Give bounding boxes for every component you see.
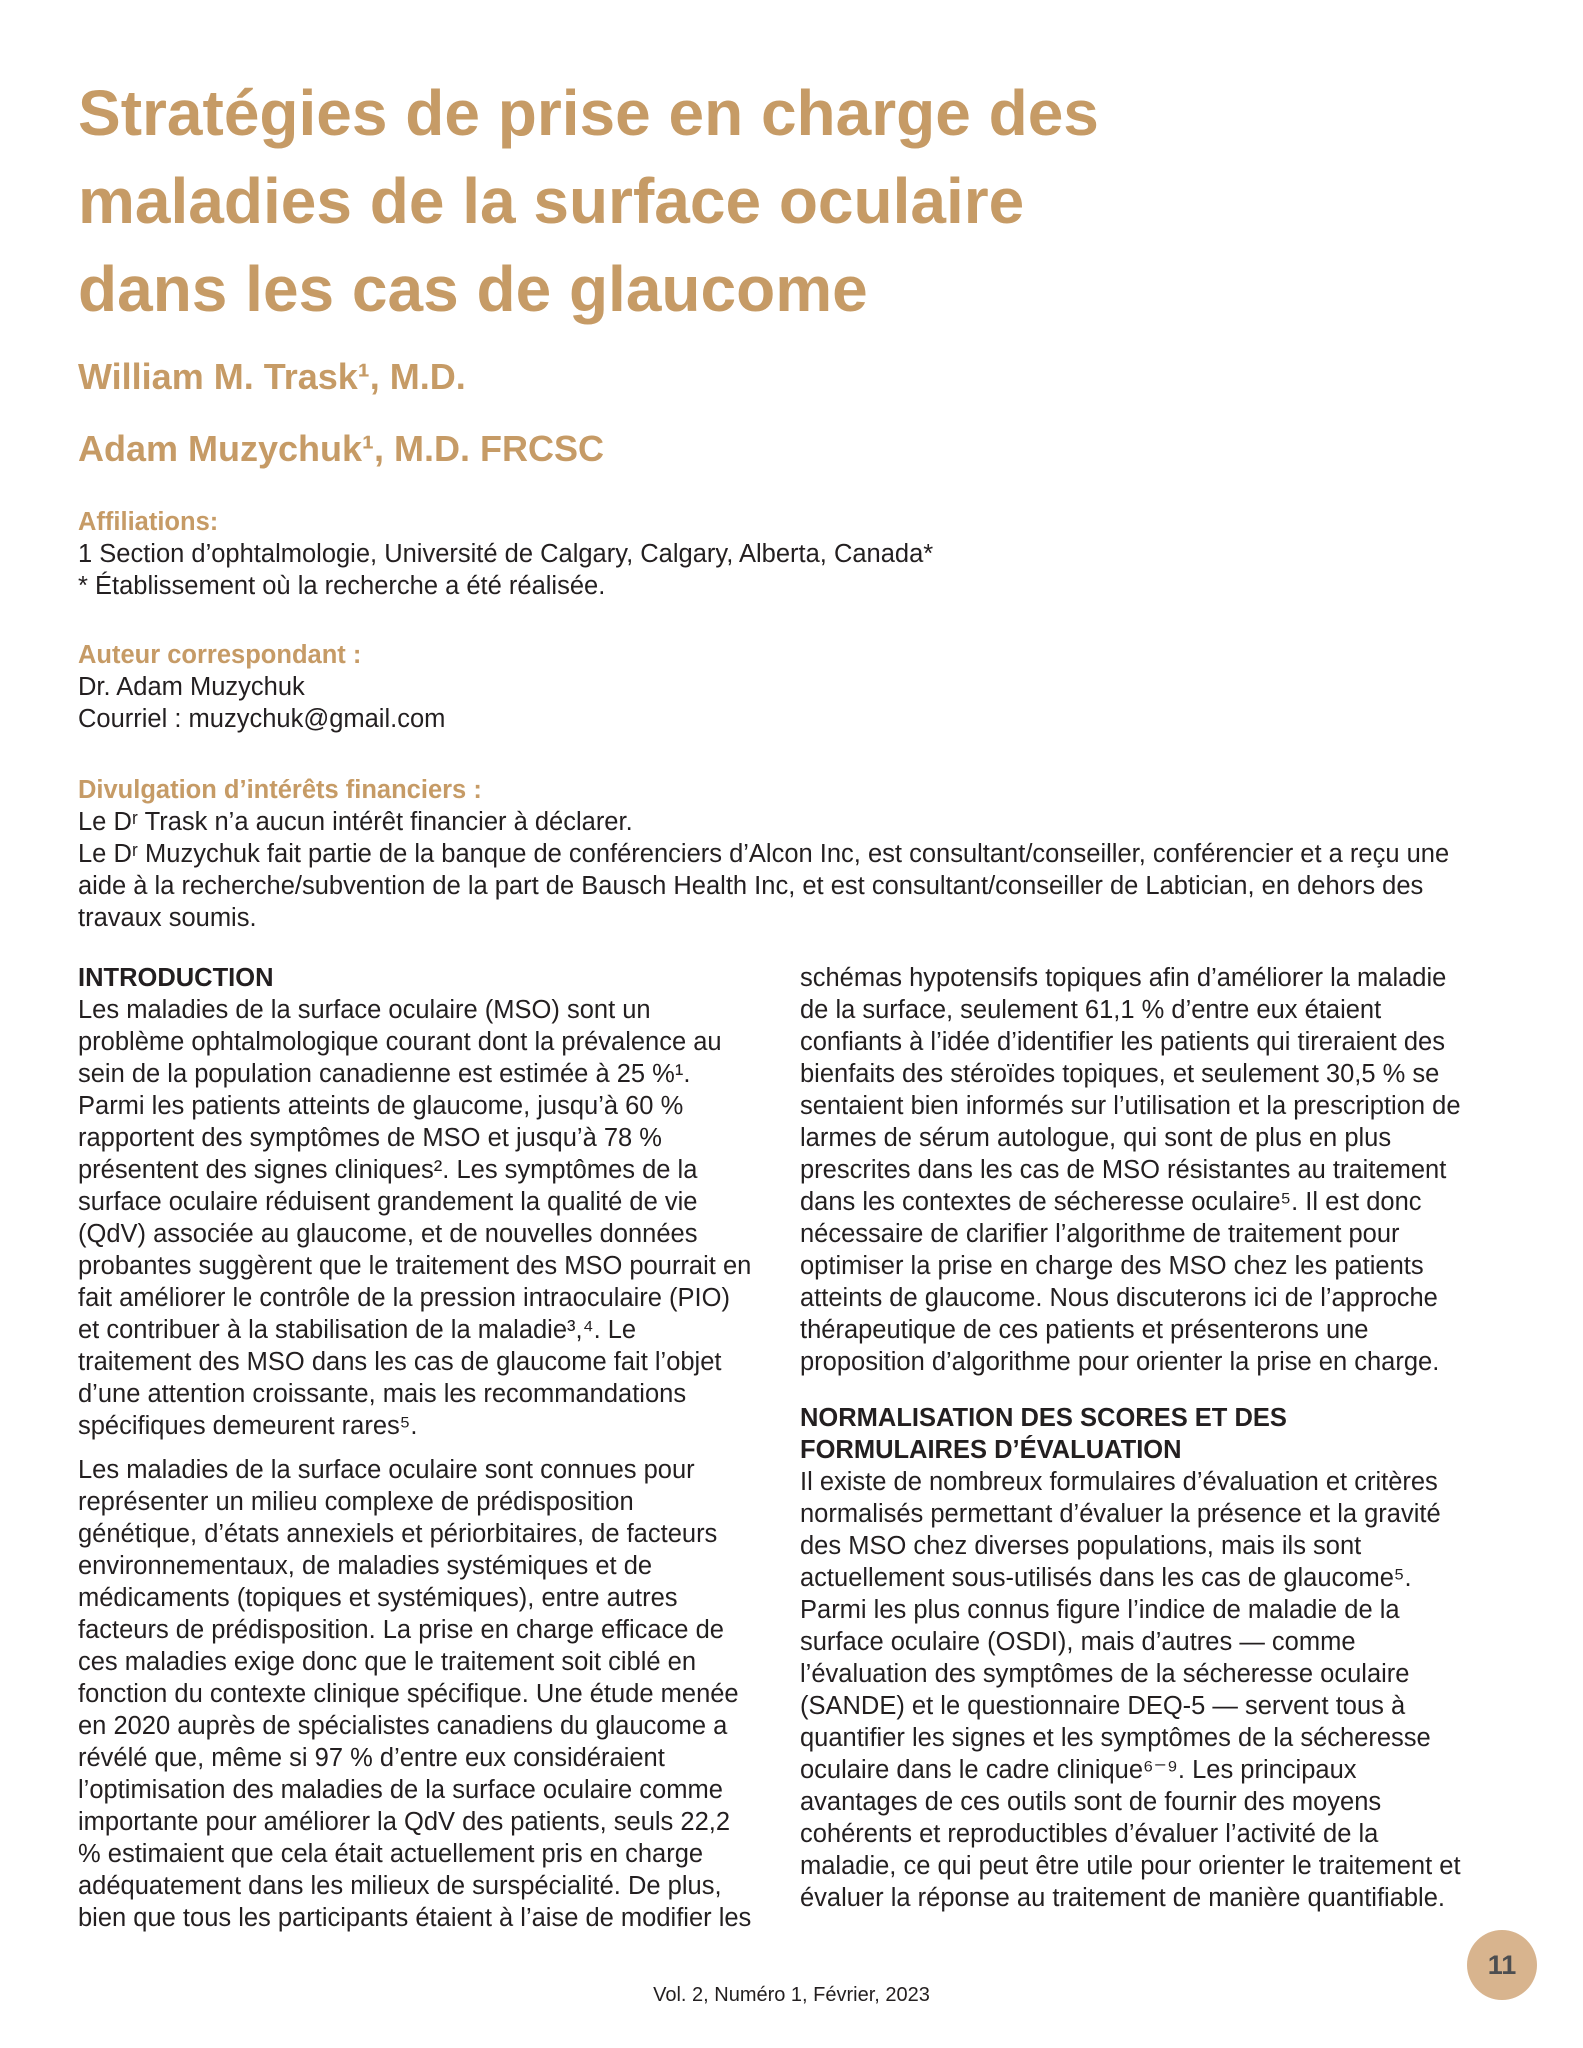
introduction-paragraph-2: Les maladies de la surface oculaire sont connues pour représenter un milieu complexe de prédisposition génétique, d’états annexiels et périorbitaires, de facteurs environnementaux, de maladies systémiques et de médicaments (topiques et systémiques), entre autres facteurs de prédisposition. La prise en charge efficace de ces maladies exige donc que le traitement soit ciblé en fonction du contexte clinique spécifique. Une étude menée en 2020 auprès de spécialistes canadiens du glaucome a révélé que, même si 97 % d’entre eux considéraient l’optimisation des maladies de la surface oculaire comme importante pour améliorer la QdV des patients, seuls 22,2 % estimaient que cela était actuellement pris en charge adéquatement dans les milieux de surspécialité. De plus, bien que tous les participants étaient à l’aise de modifier les xyxy=(78,1456,752,1932)
financial-disclosure-heading: Divulgation d’intérêts financiers : xyxy=(78,776,482,804)
right-column xyxy=(800,962,1476,1934)
page-number-badge xyxy=(1467,1930,1537,2000)
introduction-continuation-paragraph: schémas hypotensifs topiques afin d’améliorer la maladie de la surface, seulement 61,1 % d’entre eux étaient confiants à l’idée d’identifier les patients qui tireraient des bienfaits des stéroïdes topiques, et seulement 30,5 % se sentaient bien informés sur l’utilisation et la prescription de larmes de sérum autologue, qui sont de plus en plus prescrites dans les cas de MSO résistantes au traitement dans les contextes de sécheresse oculaire⁵. Il est donc nécessaire de clarifier l’algorithme de traitement pour optimiser la prise en charge des MSO chez les patients atteints de glaucome. Nous discuterons ici de l’approche thérapeutique de ces patients et présenterons une proposition d’algorithme pour orienter la prise en charge. xyxy=(800,964,1461,1376)
article-title: Stratégies de prise en charge des maladies de la surface oculaire dans les cas de glaucome xyxy=(78,77,1099,325)
author-2: Adam Muzychuk¹, M.D. FRCSC xyxy=(78,428,605,469)
disclosure-paragraph-1: Le Dʳ Trask n’a aucun intérêt financier à déclarer. xyxy=(78,808,633,836)
financial-disclosure-section xyxy=(78,774,1478,934)
page-number: 11 xyxy=(1487,1949,1517,1980)
author-list xyxy=(78,355,978,470)
affiliation-line-2: * Établissement où la recherche a été réalisée. xyxy=(78,572,606,600)
corresponding-author-section xyxy=(78,639,1478,735)
article-body xyxy=(78,962,1508,1934)
affiliation-line-1: 1 Section d’ophtalmologie, Université de Calgary, Calgary, Alberta, Canada* xyxy=(78,540,934,568)
corresponding-author-heading: Auteur correspondant : xyxy=(78,641,362,669)
author-1: William M. Trask¹, M.D. xyxy=(78,356,466,397)
affiliations-section xyxy=(78,506,1478,602)
introduction-paragraph-1: Les maladies de la surface oculaire (MSO) sont un problème ophtalmologique courant dont la prévalence au sein de la population canadienne est estimée à 25 %¹. Parmi les patients atteints de glaucome, jusqu’à 60 % rapportent des symptômes de MSO et jusqu’à 78 % présentent des signes cliniques². Les symptômes de la surface oculaire réduisent grandement la qualité de vie (QdV) associée au glaucome, et de nouvelles données probantes suggèrent que le traitement des MSO pourrait en fait améliorer le contrôle de la pression intraoculaire (PIO) et contribuer à la stabilisation de la maladie³,⁴. Le traitement des MSO dans les cas de glaucome fait l’objet d’une attention croissante, mais les recommandations spécifiques demeurent rares⁵. xyxy=(78,996,752,1440)
normalisation-heading: NORMALISATION DES SCORES ET DES FORMULAIRES D’ÉVALUATION xyxy=(800,1404,1287,1464)
normalisation-paragraph-1: Il existe de nombreux formulaires d’évaluation et critères normalisés permettant d’évaluer la présence et la gravité des MSO chez diverses populations, mais ils sont actuellement sous-utilisés dans les cas de glaucome⁵. Parmi les plus connus figure l’indice de maladie de la surface oculaire (OSDI), mais d’autres — comme l’évaluation des symptômes de la sécheresse oculaire (SANDE) et le questionnaire DEQ-5 — servent tous à quantifier les signes et les symptômes de la sécheresse oculaire dans le cadre clinique⁶⁻⁹. Les principaux avantages de ces outils sont de fournir des moyens cohérents et reproductibles d’évaluer l’activité de la maladie, ce qui peut être utile pour orienter le traitement et évaluer la réponse au traitement de manière quantifiable. xyxy=(800,1468,1461,1912)
left-column xyxy=(78,962,754,1934)
affiliations-heading: Affiliations: xyxy=(78,508,219,536)
corresponding-author-email: Courriel : muzychuk@gmail.com xyxy=(78,705,446,733)
disclosure-paragraph-2: Le Dʳ Muzychuk fait partie de la banque de conférenciers d’Alcon Inc, est consultant/conseiller, conférencier et a reçu une aide à la recherche/subvention de la part de Bausch Health Inc, et est consultant/conseiller de Labtician, en dehors des travaux soumis. xyxy=(78,840,1450,932)
footer-volume-line: Vol. 2, Numéro 1, Février, 2023 xyxy=(653,1984,930,2006)
introduction-heading: INTRODUCTION xyxy=(78,964,274,992)
corresponding-author-name: Dr. Adam Muzychuk xyxy=(78,673,305,701)
